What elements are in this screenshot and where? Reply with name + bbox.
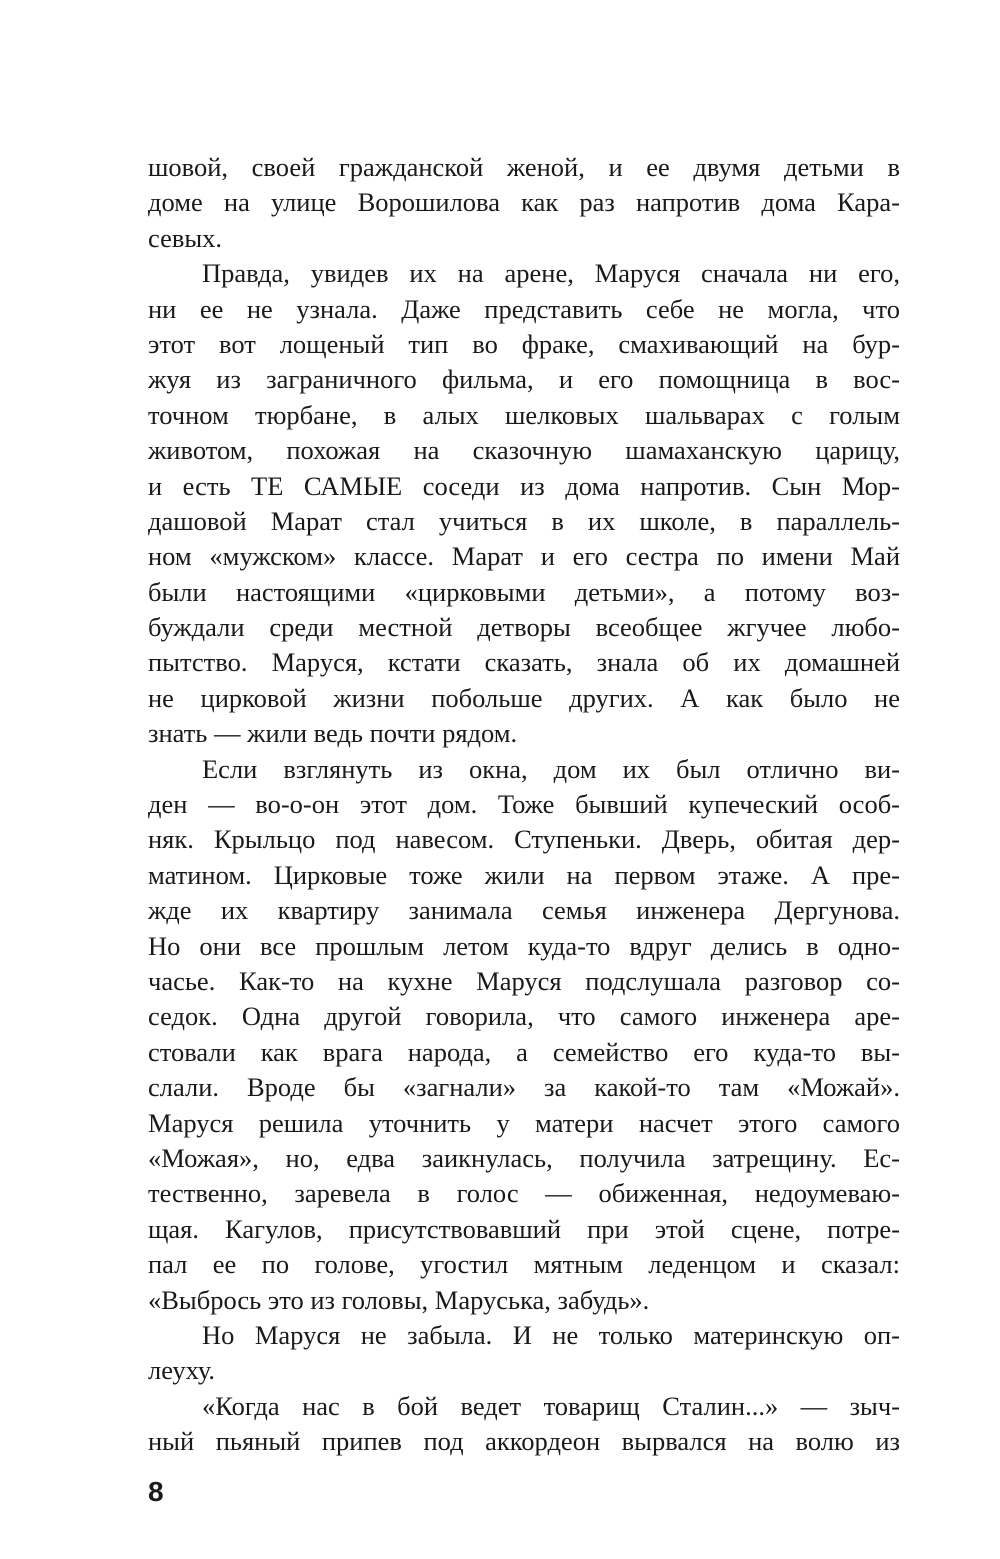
text-line: дашовой Марат стал учиться в их школе, в параллель- bbox=[148, 505, 900, 536]
text-line: доме на улице Ворошилова как раз напротив дома Кара- bbox=[148, 187, 900, 218]
text-line: Маруся решила уточнить у матери насчет этого самого bbox=[148, 1107, 900, 1138]
text-line: этот вот лощеный тип во фраке, смахивающий на бур- bbox=[148, 328, 900, 359]
text-line: и есть ТЕ САМЫЕ соседи из дома напротив. Сын Мор- bbox=[148, 470, 900, 501]
text-line: буждали среди местной детворы всеобщее жгучее любо- bbox=[148, 612, 900, 643]
text-line: жуя из заграничного фильма, и его помощница в вос- bbox=[148, 364, 900, 395]
text-line: ден — во-о-он этот дом. Тоже бывший купеческий особ- bbox=[148, 789, 900, 820]
text-line: щая. Кагулов, присутствовавший при этой сцене, потре- bbox=[148, 1213, 900, 1244]
text-line: няк. Крыльцо под навесом. Ступеньки. Дверь, обитая дер- bbox=[148, 824, 900, 855]
text-line: пытство. Маруся, кстати сказать, знала об их домашней bbox=[148, 647, 900, 678]
text-line: пал ее по голове, угостил мятным леденцом и сказал: bbox=[148, 1249, 900, 1280]
text-line: Если взглянуть из окна, дом их был отлично ви- bbox=[202, 753, 900, 784]
text-line: матином. Цирковые тоже жили на первом этаже. А пре- bbox=[148, 859, 900, 890]
text-line: тественно, заревела в голос — обиженная, недоумеваю- bbox=[148, 1178, 900, 1209]
text-line: седок. Одна другой говорила, что самого инженера аре- bbox=[148, 1001, 900, 1032]
text-line: стовали как врага народа, а семейство его куда-то вы- bbox=[148, 1036, 900, 1067]
text-line: «Когда нас в бой ведет товарищ Сталин...» — зыч- bbox=[202, 1390, 900, 1421]
text-line: ном «мужском» классе. Марат и его сестра по имени Май bbox=[148, 541, 900, 572]
page-body-text bbox=[148, 150, 900, 1459]
text-line: Но Маруся не забыла. И не только материнскую оп- bbox=[202, 1319, 900, 1350]
text-line: точном тюрбане, в алых шелковых шальварах с голым bbox=[148, 399, 900, 430]
text-line: ни ее не узнала. Даже представить себе не могла, что bbox=[148, 293, 900, 324]
text-line: жде их квартиру занимала семья инженера Дергунова. bbox=[148, 895, 900, 926]
text-line: часье. Как-то на кухне Маруся подслушала разговор со- bbox=[148, 965, 900, 996]
text-line: животом, похожая на сказочную шамаханскую царицу, bbox=[148, 435, 900, 466]
text-line: севых. bbox=[148, 222, 223, 253]
text-line: шовой, своей гражданской женой, и ее двумя детьми в bbox=[148, 152, 900, 182]
text-line: знать — жили ведь почти рядом. bbox=[148, 718, 518, 749]
text-line: Но они все прошлым летом куда-то вдруг делись в одно- bbox=[148, 930, 900, 961]
page-number: 8 bbox=[148, 1476, 164, 1507]
text-line: ный пьяный припев под аккордеон вырвался на волю из bbox=[148, 1426, 900, 1457]
text-line: леуху. bbox=[148, 1355, 216, 1386]
text-line: Правда, увидев их на арене, Маруся сначала ни его, bbox=[202, 258, 900, 289]
text-line: «Можая», но, едва заикнулась, получила затрещину. Ес- bbox=[148, 1142, 900, 1173]
text-line: «Выбрось это из головы, Маруська, забудь». bbox=[148, 1284, 650, 1315]
text-line: не цирковой жизни побольше других. А как было не bbox=[148, 682, 900, 713]
text-line: были настоящими «цирковыми детьми», а потому воз- bbox=[148, 576, 900, 607]
text-line: слали. Вроде бы «загнали» за какой-то там «Можай». bbox=[148, 1072, 900, 1103]
